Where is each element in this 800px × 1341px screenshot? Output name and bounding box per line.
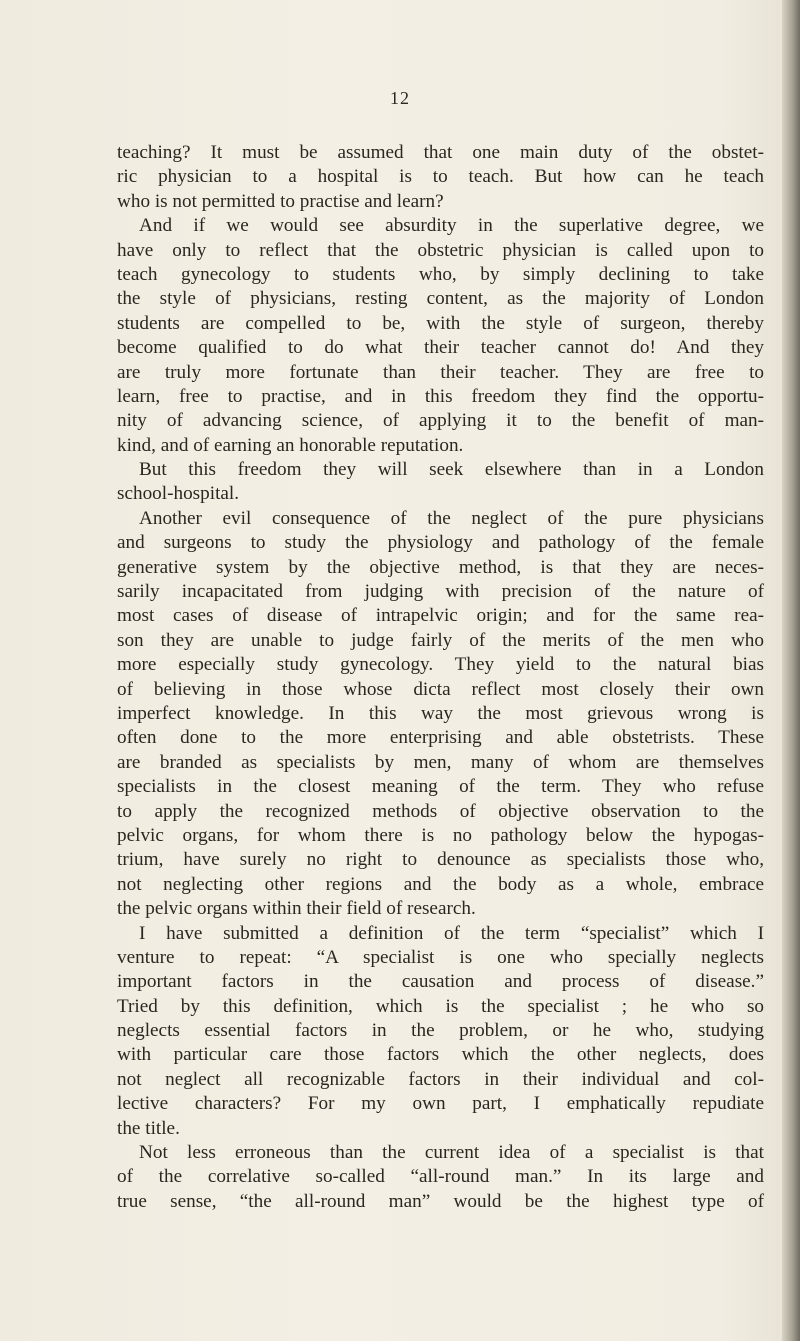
text-line: have only to reflect that the obstetric physician is called upon to (117, 239, 764, 261)
text-line: the pelvic organs within their field of research. (117, 898, 476, 920)
text-line: teaching? It must be assumed that one main duty of the obstet- (117, 142, 764, 163)
text-line: to apply the recognized methods of objective observation to the (117, 800, 764, 822)
text-line: pelvic organs, for whom there is no pathology below the hypogas- (117, 824, 764, 846)
text-line: venture to repeat: “A specialist is one who specially neglects (117, 946, 764, 968)
text-line: and surgeons to study the physiology and pathology of the female (117, 532, 764, 554)
page-edge-shadow (782, 0, 800, 1341)
text-line: often done to the more enterprising and able obstetrists. These (117, 727, 764, 749)
text-line: most cases of disease of intrapelvic origin; and for the same rea- (117, 605, 764, 627)
text-line: more especially study gynecology. They yield to the natural bias (117, 654, 764, 676)
text-line: kind, and of earning an honorable reputation. (117, 434, 464, 456)
page-number: 12 (390, 88, 410, 108)
text-line: not neglect all recognizable factors in their individual and col- (117, 1068, 764, 1090)
text-line: Not less erroneous than the current idea of a specialist is that (139, 1142, 764, 1164)
text-line: nity of advancing science, of applying it to the benefit of man- (117, 410, 764, 432)
text-line: generative system by the objective method, is that they are neces- (117, 556, 764, 578)
text-line: Tried by this definition, which is the specialist ; he who so (117, 995, 764, 1017)
body-text (117, 141, 764, 1214)
text-line: the style of physicians, resting content, as the majority of London (117, 288, 764, 310)
text-line: the title. (117, 1117, 180, 1139)
text-line: teach gynecology to students who, by simply declining to take (117, 263, 764, 285)
text-line: are truly more fortunate than their teacher. They are free to (117, 361, 764, 383)
text-line: lective characters? For my own part, I emphatically repudiate (117, 1093, 764, 1115)
text-line: school-hospital. (117, 483, 240, 505)
text-line: I have submitted a definition of the term “specialist” which I (139, 922, 764, 944)
text-line: of believing in those whose dicta reflect most closely their own (117, 678, 764, 700)
text-line: learn, free to practise, and in this freedom they find the opportu- (117, 385, 764, 407)
text-line: neglects essential factors in the problem, or he who, studying (117, 1020, 764, 1042)
text-line: Another evil consequence of the neglect of the pure physicians (139, 507, 764, 529)
text-line: are branded as specialists by men, many of whom are themselves (117, 751, 764, 773)
text-line: But this freedom they will seek elsewhere than in a London (139, 459, 764, 481)
text-line: specialists in the closest meaning of the term. They who refuse (117, 776, 764, 798)
text-line: of the correlative so-called “all-round man.” In its large and (117, 1166, 764, 1188)
text-line: ric physician to a hospital is to teach. But how can he teach (117, 166, 764, 188)
text-line: imperfect knowledge. In this way the most grievous wrong is (117, 702, 764, 724)
text-line: who is not permitted to practise and learn? (117, 190, 444, 212)
text-line: become qualified to do what their teacher cannot do! And they (117, 337, 764, 359)
text-line: not neglecting other regions and the body as a whole, embrace (117, 873, 764, 895)
text-line: And if we would see absurdity in the superlative degree, we (139, 215, 764, 237)
text-line: with particular care those factors which the other neglects, does (117, 1044, 764, 1066)
text-line: son they are unable to judge fairly of the merits of the men who (117, 629, 764, 651)
text-line: important factors in the causation and process of disease.” (117, 971, 764, 993)
text-line: students are compelled to be, with the style of surgeon, thereby (117, 312, 764, 334)
text-line: trium, have surely no right to denounce as specialists those who, (117, 849, 764, 871)
text-line: sarily incapacitated from judging with precision of the nature of (117, 581, 764, 603)
text-line: true sense, “the all-round man” would be the highest type of (117, 1190, 764, 1212)
